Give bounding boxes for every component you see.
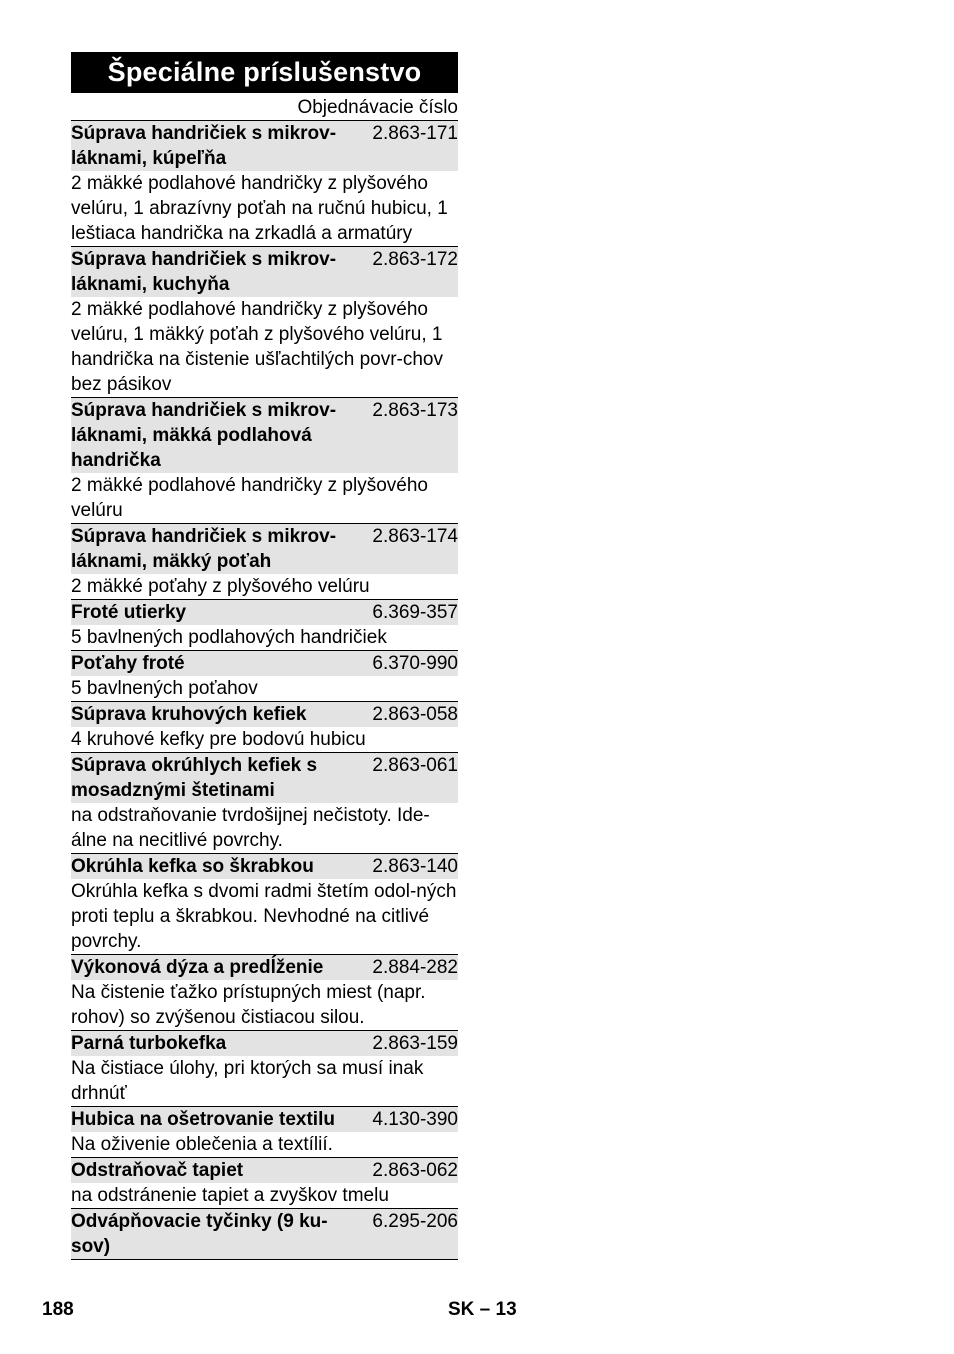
- accessory-item-header: [71, 1031, 458, 1056]
- accessory-description: na odstránenie tapiet a zvyškov tmelu: [71, 1185, 389, 1206]
- accessory-item: [71, 121, 458, 247]
- accessory-description: 4 kruhové kefky pre bodovú hubicu: [71, 729, 366, 750]
- accessory-name: Výkonová dýza a predĺženie: [71, 957, 324, 978]
- accessory-item: [71, 1209, 458, 1260]
- accessory-item: [71, 753, 458, 854]
- accessory-description: Na čistenie ťažko prístupných miest (napr. rohov) so zvýšenou čistiacou silou.: [71, 982, 426, 1028]
- order-number: 4.130-390: [372, 1109, 458, 1130]
- order-number: 2.863-172: [372, 249, 458, 270]
- accessory-item-header: [71, 524, 458, 574]
- section-title: Špeciálne príslušenstvo: [71, 52, 458, 93]
- accessory-item: [71, 600, 458, 651]
- accessory-item-header: [71, 702, 458, 727]
- accessory-name: Odstraňovač tapiet: [71, 1160, 244, 1181]
- order-number: 2.863-062: [372, 1160, 458, 1181]
- order-number: 2.863-171: [372, 123, 458, 144]
- accessory-item: [71, 1031, 458, 1107]
- accessory-name: Parná turbokefka: [71, 1033, 227, 1054]
- accessory-item-header: [71, 1107, 458, 1132]
- accessory-item-header: [71, 247, 458, 297]
- accessory-item-header: [71, 753, 458, 803]
- order-number: 2.863-140: [372, 856, 458, 877]
- accessory-name: Froté utierky: [71, 602, 187, 623]
- page-number: 188: [42, 1299, 74, 1320]
- accessory-description: 2 mäkké podlahové handričky z plyšového velúru: [71, 475, 428, 521]
- accessory-item-header: [71, 121, 458, 171]
- order-number: 2.863-159: [372, 1033, 458, 1054]
- accessory-description: 2 mäkké poťahy z plyšového velúru: [71, 576, 370, 597]
- order-number: 2.863-174: [372, 526, 458, 547]
- accessory-name: Súprava handričiek s mikrov-láknami, kúpeľňa: [71, 123, 337, 169]
- accessory-item: [71, 398, 458, 524]
- accessory-name: Poťahy froté: [71, 653, 185, 674]
- accessory-item-header: [71, 398, 458, 473]
- accessory-item-header: [71, 1158, 458, 1183]
- accessory-item: [71, 702, 458, 753]
- accessory-item: [71, 651, 458, 702]
- accessory-name: Súprava kruhových kefiek: [71, 704, 307, 725]
- accessory-description: Okrúhla kefka s dvomi radmi štetím odol-ných proti teplu a škrabkou. Nevhodné na citlivé povrchy.: [71, 881, 457, 952]
- order-number: 2.863-058: [372, 704, 458, 725]
- accessory-description: 2 mäkké podlahové handričky z plyšového velúru, 1 mäkký poťah z plyšového velúru, 1 handrička na čistenie ušľachtilých povr-chov bez pásikov: [71, 299, 444, 395]
- accessory-name: Hubica na ošetrovanie textilu: [71, 1109, 335, 1130]
- order-number-header: Objednávacie číslo: [71, 95, 458, 121]
- accessory-item: [71, 524, 458, 600]
- accessory-name: Odvápňovacie tyčinky (9 ku-sov): [71, 1211, 328, 1257]
- accessory-description: na odstraňovanie tvrdošijnej nečistoty. Ide-álne na necitlivé povrchy.: [71, 805, 430, 851]
- accessory-item: [71, 1107, 458, 1158]
- accessory-description: 2 mäkké podlahové handričky z plyšového velúru, 1 abrazívny poťah na ručnú hubicu, 1 leštiaca handrička na zrkadlá a armatúry: [71, 173, 448, 244]
- document-column: [71, 52, 458, 1260]
- accessory-description: Na oživenie oblečenia a textílií.: [71, 1134, 333, 1155]
- accessory-name: Súprava okrúhlych kefiek s mosadznými štetinami: [71, 755, 318, 801]
- accessory-name: Súprava handričiek s mikrov-láknami, mäkký poťah: [71, 526, 337, 572]
- order-number: 6.369-357: [372, 602, 458, 623]
- accessory-description: Na čistiace úlohy, pri ktorých sa musí inak drhnúť: [71, 1058, 424, 1104]
- order-number: 6.370-990: [372, 653, 458, 674]
- accessory-item-header: [71, 651, 458, 676]
- accessory-item-header: [71, 600, 458, 625]
- accessory-item: [71, 247, 458, 398]
- order-number: 6.295-206: [372, 1211, 458, 1232]
- accessory-name: Súprava handričiek s mikrov-láknami, mäkká podlahová handrička: [71, 400, 337, 471]
- accessory-list: [71, 121, 458, 1260]
- accessory-item-header: [71, 854, 458, 879]
- accessory-description: 5 bavlnených podlahových handričiek: [71, 627, 387, 648]
- accessory-description: 5 bavlnených poťahov: [71, 678, 258, 699]
- accessory-name: Okrúhla kefka so škrabkou: [71, 856, 314, 877]
- accessory-name: Súprava handričiek s mikrov-láknami, kuchyňa: [71, 249, 337, 295]
- accessory-item: [71, 955, 458, 1031]
- accessory-item-header: [71, 1209, 458, 1259]
- order-number: 2.884-282: [372, 957, 458, 978]
- order-number: 2.863-061: [372, 755, 458, 776]
- page-section-label: SK – 13: [448, 1299, 517, 1320]
- order-number: 2.863-173: [372, 400, 458, 421]
- accessory-item-header: [71, 955, 458, 980]
- accessory-item: [71, 1158, 458, 1209]
- accessory-item: [71, 854, 458, 955]
